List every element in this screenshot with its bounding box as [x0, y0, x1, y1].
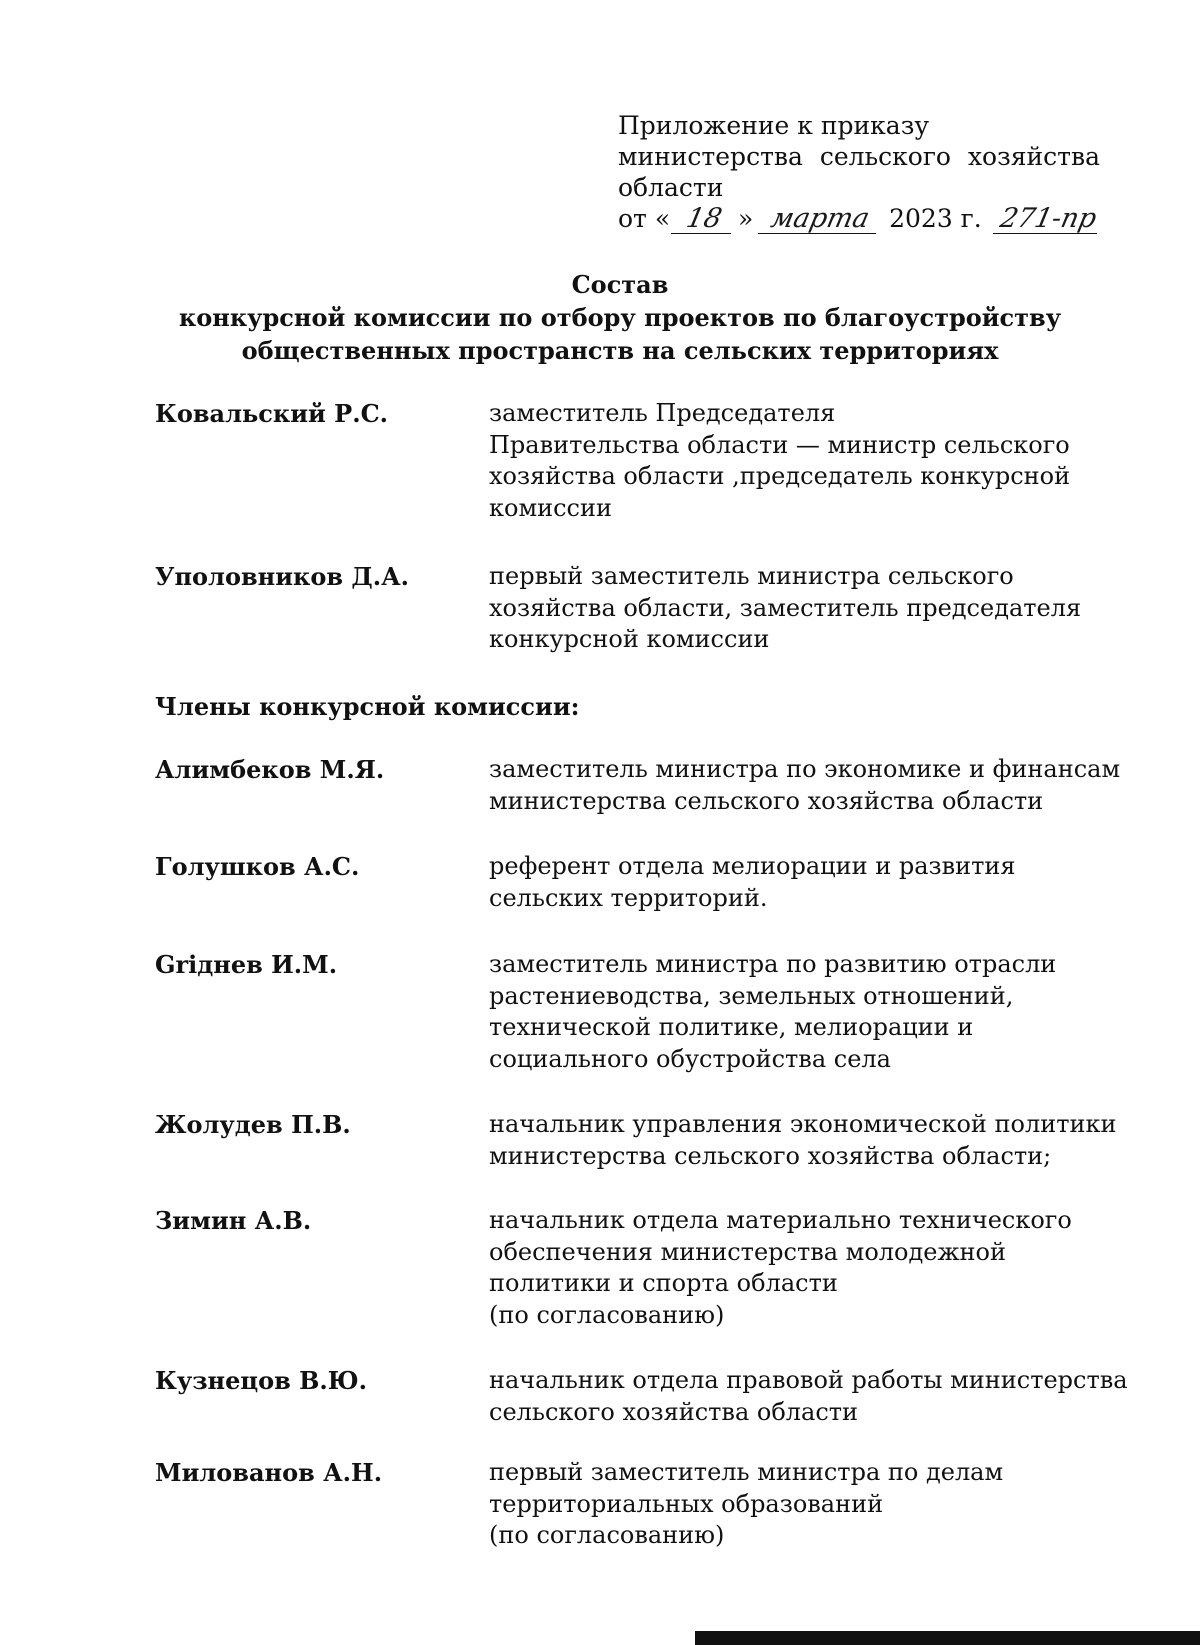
member-role	[489, 561, 1109, 656]
approval-date-line	[618, 203, 1100, 234]
handwritten-month: марта	[758, 205, 882, 234]
approval-word-2: сельского	[819, 142, 951, 171]
date-mid: »	[737, 204, 754, 233]
role-line: территориальных образований	[489, 1489, 884, 1518]
approval-line-2	[618, 141, 1100, 172]
member-role	[489, 1205, 1109, 1331]
role-line: социального обустройства села	[489, 1044, 891, 1073]
member-role	[489, 1365, 1128, 1428]
role-line: начальник отдела материально технического	[489, 1206, 1072, 1234]
member-role	[489, 949, 1109, 1075]
role-line: сельских территорий.	[489, 883, 768, 912]
approval-line-1: Приложение к приказу	[618, 111, 930, 140]
member-name: Зимин А.В.	[155, 1206, 312, 1235]
role-line: обеспечения министерства молодежной	[489, 1237, 1006, 1266]
handwritten-order-number: 271-пр	[993, 205, 1103, 234]
role-line: (по согласованию)	[489, 1300, 725, 1329]
members-heading: Члены конкурсной комиссии:	[155, 692, 580, 721]
role-line: растениеводства, земельных отношений,	[489, 981, 1014, 1010]
role-line: заместитель министра по развитию отрасли	[489, 950, 1057, 978]
handwritten-day: 18	[671, 205, 737, 234]
role-line: заместитель Председателя	[489, 399, 836, 427]
role-line: хозяйства области, заместитель председателя	[489, 593, 1082, 622]
member-name: Уполовников Д.А.	[155, 562, 409, 591]
role-line: политики и спорта области	[489, 1269, 838, 1297]
member-name: Griднев И.М.	[155, 950, 338, 979]
member-role	[489, 1457, 1109, 1552]
role-line: министерства сельского хозяйства области;	[489, 1141, 1052, 1170]
member-role	[489, 754, 1121, 817]
approval-block	[618, 110, 1100, 234]
approval-word-3: хозяйства	[967, 142, 1100, 171]
member-name: Ковальский Р.С.	[155, 399, 389, 428]
approval-line-3: области	[618, 173, 724, 202]
role-line: технической политике, мелиорации и	[489, 1013, 974, 1041]
member-name: Кузнецов В.Ю.	[155, 1366, 368, 1395]
member-name: Милованов А.Н.	[155, 1458, 383, 1487]
title-line-2: конкурсной комиссии по отбору проектов по благоустройству	[178, 303, 1062, 332]
role-line: (по согласованию)	[489, 1521, 725, 1549]
date-prefix: от «	[618, 204, 671, 233]
title-line-3: общественных пространств на сельских территориях	[241, 336, 999, 365]
role-line: первый заместитель министра сельского	[489, 562, 1014, 590]
title-line-1: Состав	[571, 270, 669, 299]
member-name: Алимбеков М.Я.	[155, 755, 385, 784]
member-role	[489, 1109, 1117, 1172]
member-role	[489, 851, 1109, 914]
scan-edge-shadow	[695, 1631, 1200, 1645]
role-line: заместитель министра по экономике и финансам	[489, 755, 1121, 783]
role-line: начальник управления экономической политики	[489, 1110, 1117, 1138]
role-line: министерства сельского хозяйства области	[489, 786, 1044, 815]
role-line: Правительства области — министр сельского	[489, 430, 1070, 459]
date-year: 2023 г.	[889, 204, 982, 233]
member-name: Жолудев П.В.	[155, 1110, 351, 1139]
role-line: начальник отдела правовой работы министерства	[489, 1366, 1128, 1394]
approval-word-1: министерства	[618, 142, 803, 171]
role-line: конкурсной комиссии	[489, 625, 770, 653]
document-title	[120, 268, 1120, 367]
member-role	[489, 398, 1109, 524]
role-line: первый заместитель министра по делам	[489, 1458, 1004, 1486]
role-line: сельского хозяйства области	[489, 1397, 859, 1426]
member-name: Голушков А.С.	[155, 852, 360, 881]
role-line: комиссии	[489, 493, 612, 522]
role-line: хозяйства области ,председатель конкурсной	[489, 462, 1071, 490]
role-line: референт отдела мелиорации и развития	[489, 852, 1016, 880]
